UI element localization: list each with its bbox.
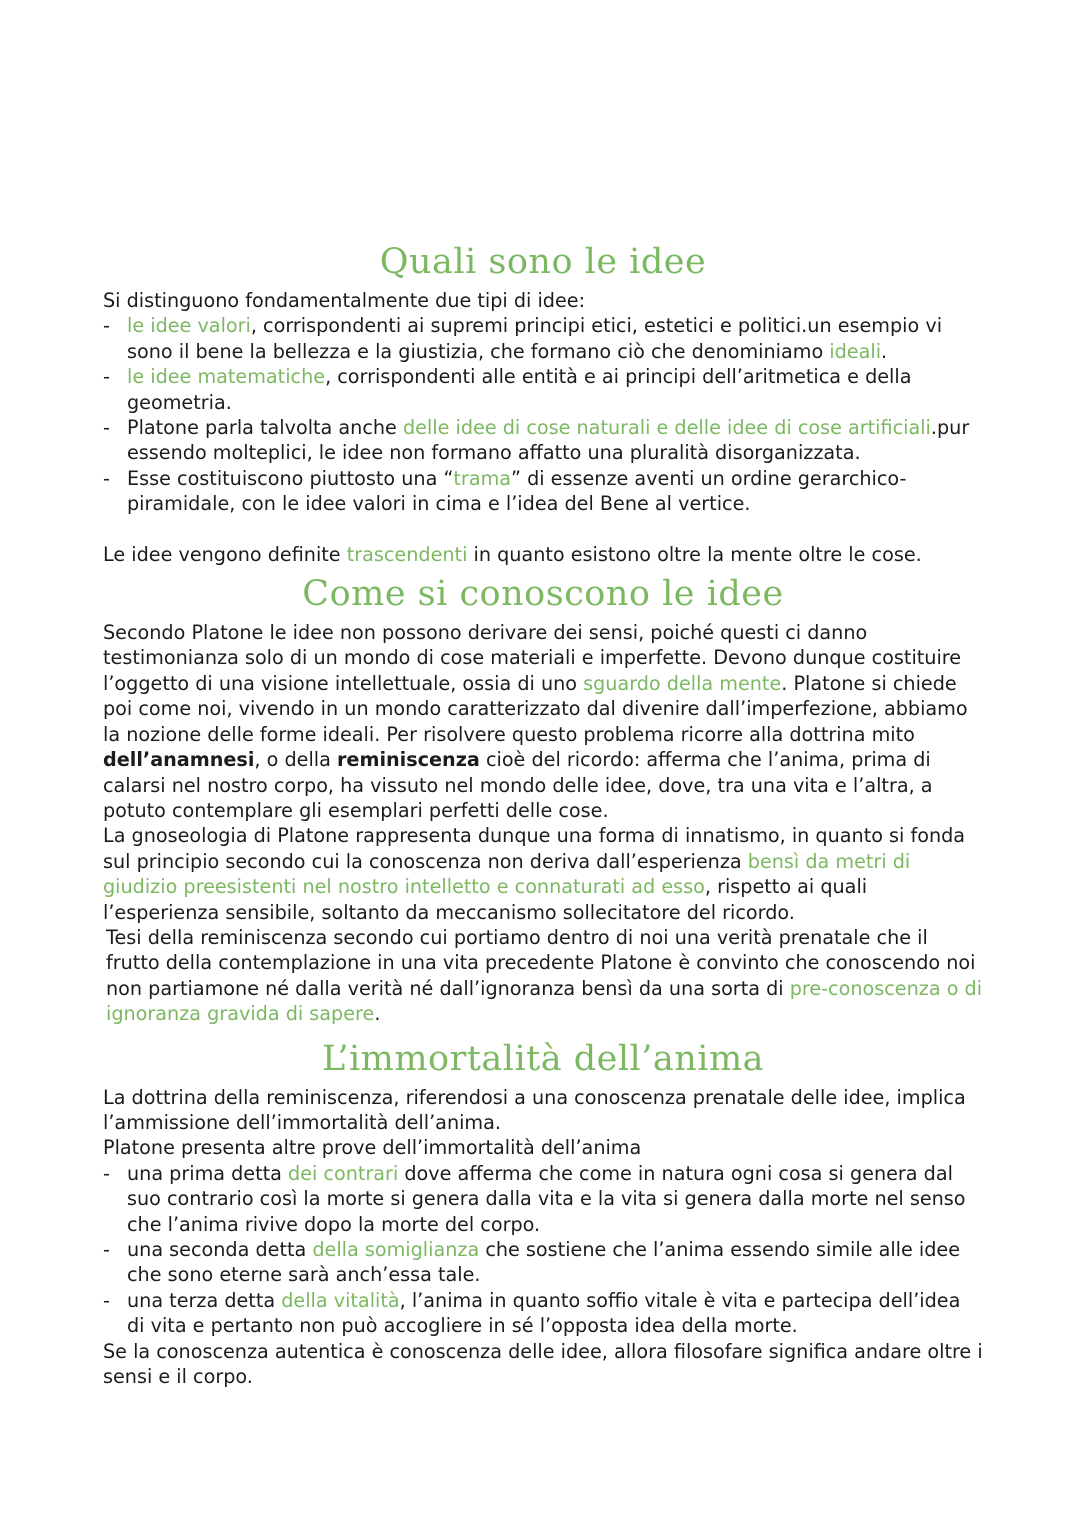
highlight: le idee valori [127, 314, 251, 338]
list-item-vitalita: - una terza detta della vitalità, l’anima in quanto soffio vitale è vita e partecipa dell’idea di vita e pertanto non può accogliere in sé l’opposta idea della morte. [103, 1288, 983, 1339]
paragraph-dottrina: La dottrina della reminiscenza, riferendosi a una conoscenza prenatale delle idee, implica l’ammissione dell’immortalità dell’anima. [103, 1085, 966, 1134]
list-item-trama: - Esse costituiscono piuttosto una “trama” di essenze aventi un ordine gerarchico-piramidale, con le idee valori in cima e l’idea del Bene al vertice. [103, 466, 983, 517]
list-item-somiglianza: - una seconda detta della somiglianza che sostiene che l’anima essendo simile alle idee che sono eterne sarà anch’essa tale. [103, 1237, 983, 1288]
paragraph-conclusione: Se la conoscenza autentica è conoscenza delle idee, allora filosofare significa andare oltre i sensi e il corpo. [103, 1339, 983, 1389]
paragraph-anamnesi: Secondo Platone le idee non possono derivare dei sensi, poiché questi ci danno testimonianza solo di un mondo di cose materiali e imperfette. Devono dunque costituire l’oggetto di una visione intellettuale, ossia di uno sguardo della mente. Platone si chiede poi come noi, vivendo in un mondo caratterizzato dal divenire dall’imperfezione, abbiamo la nozione delle forme ideali. Per risolvere questo problema ricorre alla dottrina mito dell’anamnesi, o della reminiscenza cioè del ricordo: afferma che l’anima, prima di calarsi nel nostro corpo, ha vissuto nel mondo delle idee, dove, tra una vita e l’altra, a potuto contemplare gli esemplari perfetti delle cose. [103, 621, 968, 822]
proofs-list [103, 1161, 983, 1339]
section-title-quali-sono-le-idee: Quali sono le idee [379, 242, 707, 282]
document-content [103, 236, 983, 1389]
paragraph-gnoseologia: La gnoseologia di Platone rappresenta dunque una forma di innatismo, in quanto si fonda sul principio secondo cui la conoscenza non deriva dall’esperienza bensì da metri di giudizio preesistenti nel nostro intelletto e connaturati ad esso, rispetto ai quali l’esperienza sensibile, soltanto da meccanismo sollecitatore del ricordo. [103, 824, 966, 924]
section-title-immortalita: L’immortalità dell’anima [321, 1038, 764, 1079]
list-item-idee-valori: - le idee valori, corrispondenti ai supremi principi etici, estetici e politici.un esempio vi sono il bene la bellezza e la giustizia, che formano ciò che denominiamo ideali. [103, 313, 983, 364]
list-item-idee-matematiche: - le idee matematiche, corrispondenti alle entità e ai principi dell’aritmetica e della geometria. [103, 364, 983, 415]
highlight: bensì da metri di giudizio preesistenti nel nostro intelletto e connaturati ad esso [103, 849, 911, 899]
paragraph-tesi: Tesi della reminiscenza secondo cui portiamo dentro di noi una verità prenatale che il frutto della contemplazione in una vita precedente Platone è convinto che conoscendo noi non partiamone né dalla verità né dall’ignoranza bensì da una sorta di pre-conoscenza o di ignoranza gravida di sapere. [106, 925, 983, 1026]
highlight: della vitalità [281, 1288, 400, 1312]
highlight: ideali [829, 339, 882, 363]
highlight: delle idee di cose naturali e delle idee di cose artificiali [402, 416, 931, 440]
list-item-idee-cose: - Platone parla talvolta anche delle idee di cose naturali e delle idee di cose artificiali.pur essendo molteplici, le idee non formano affatto una pluralità disorganizzata. [103, 415, 983, 466]
paragraph-prove: Platone presenta altre prove dell’immortalità dell’anima [103, 1136, 642, 1160]
paragraph-intro: Si distinguono fondamentalmente due tipi di idee: [103, 289, 586, 312]
highlight: pre-conoscenza o di ignoranza gravida di sapere [106, 976, 983, 1026]
highlight: sguardo della mente [583, 671, 782, 695]
bold-term: reminiscenza [336, 748, 480, 772]
spacer [103, 517, 983, 542]
highlight: dei contrari [288, 1161, 399, 1185]
ideas-list [103, 313, 983, 516]
highlight: trama [453, 466, 512, 490]
highlight: trascendenti [346, 542, 468, 566]
highlight: della somiglianza [312, 1238, 480, 1261]
paragraph-trascendenti: Le idee vengono definite trascendenti in quanto esistono oltre la mente oltre le cose. [103, 542, 922, 566]
bold-term: dell’anamnesi [103, 748, 255, 772]
highlight: le idee matematiche [127, 365, 326, 389]
section-title-come-si-conoscono: Come si conoscono le idee [302, 574, 784, 615]
list-item-contrari: - una prima detta dei contrari dove afferma che come in natura ogni cosa si genera dal suo contrario così la morte si genera dalla vita e la vita si genera dalla morte nel senso che l’anima rivive dopo la morte del corpo. [103, 1161, 983, 1237]
